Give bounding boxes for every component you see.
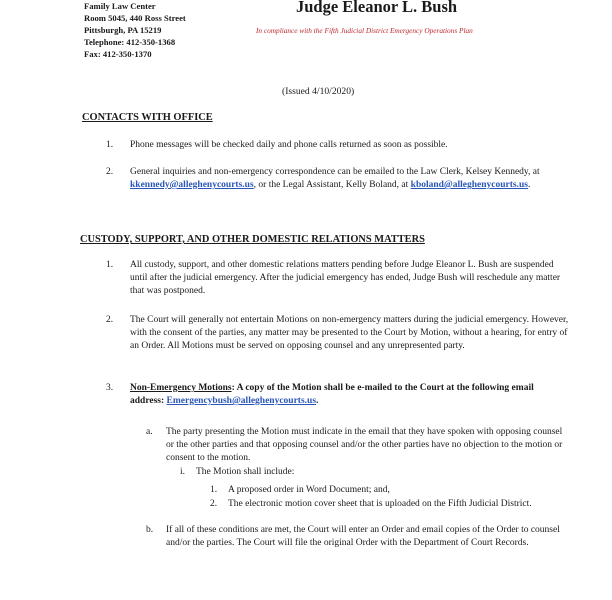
- office-address: [84, 0, 186, 60]
- sub-label: 1.: [210, 485, 218, 495]
- address-line: Fax: 412-350-1370: [84, 49, 152, 59]
- text-span: General inquiries and non-emergency correspondence can be emailed to the Law Clerk, Kelsey Kennedy, at: [130, 167, 540, 177]
- list-number: 3.: [106, 383, 114, 393]
- issued-date: (Issued 4/10/2020): [282, 86, 355, 97]
- custody-item-motions: The Court will generally not entertain Motions on non-emergency matters during the judicial emergency. However, with the consent of the parties, any matter may be presented to the Court by Motion, without a hearing, for entry of an Order. All Motions must be served on opposing counsel and any unrepresented party.: [130, 315, 569, 351]
- compliance-note: In compliance with the Fifth Judicial District Emergency Operations Plan: [256, 26, 473, 35]
- text-span: , or the Legal Assistant, Kelly Boland, at: [253, 180, 411, 190]
- non-emergency-title: Non-Emergency Motions: [130, 383, 232, 393]
- sub-item-consent: The party presenting the Motion must indicate in the email that they have spoken with opposing counsel or the other parties and that opposing counsel and/or the other parties have no objection to the motion or consent to the motion.: [166, 427, 563, 463]
- text-span: : A copy of the Motion shall be e-mailed to the Court at the following email address:: [130, 383, 534, 406]
- sub-label: 2.: [210, 499, 218, 509]
- emergency-email-link[interactable]: Emergencybush@alleghenycourts.us: [166, 396, 317, 406]
- legal-assistant-email-link[interactable]: kboland@alleghenycourts.us: [410, 180, 528, 190]
- sub-label: b.: [146, 525, 154, 535]
- address-line: Family Law Center: [84, 1, 156, 11]
- sub-label: a.: [146, 427, 153, 437]
- law-clerk-email-link[interactable]: kkennedy@alleghenycourts.us: [130, 180, 254, 190]
- text-span: .: [316, 396, 319, 406]
- address-line: Room 5045, 440 Ross Street: [84, 13, 186, 23]
- address-line: Pittsburgh, PA 15219: [84, 25, 162, 35]
- judge-name-title: Judge Eleanor L. Bush: [296, 0, 458, 16]
- list-number: 2.: [106, 167, 114, 177]
- contacts-item-phone: Phone messages will be checked daily and phone calls returned as soon as possible.: [130, 140, 448, 150]
- address-line: Telephone: 412-350-1368: [84, 37, 176, 47]
- list-number: 1.: [106, 260, 114, 270]
- text-span: .: [527, 180, 531, 190]
- contacts-heading: CONTACTS WITH OFFICE: [82, 112, 213, 123]
- contacts-item-email: [130, 166, 570, 192]
- sub-item-proposed-order: A proposed order in Word Document; and,: [228, 485, 390, 495]
- sub-item-cover-sheet: The electronic motion cover sheet that is uploaded on the Fifth Judicial District.: [228, 499, 532, 509]
- custody-item-suspended: All custody, support, and other domestic relations matters pending before Judge Eleanor L. Bush are suspended until after the judicial emergency. After the judicial emergency has ended, Judge Bush will reschedule any matter that was postponed.: [130, 260, 561, 296]
- custody-item-non-emergency: [130, 382, 570, 408]
- list-number: 2.: [106, 315, 114, 325]
- sub-item-order-entry: If all of these conditions are met, the Court will enter an Order and email copies of the Order to counsel and/or the parties. The Court will file the original Order with the Department of Court Records.: [166, 525, 560, 548]
- sub-label: i.: [180, 467, 186, 477]
- custody-heading: CUSTODY, SUPPORT, AND OTHER DOMESTIC RELATIONS MATTERS: [80, 234, 425, 245]
- list-number: 1.: [106, 140, 114, 150]
- sub-item-motion-include: The Motion shall include:: [196, 467, 295, 477]
